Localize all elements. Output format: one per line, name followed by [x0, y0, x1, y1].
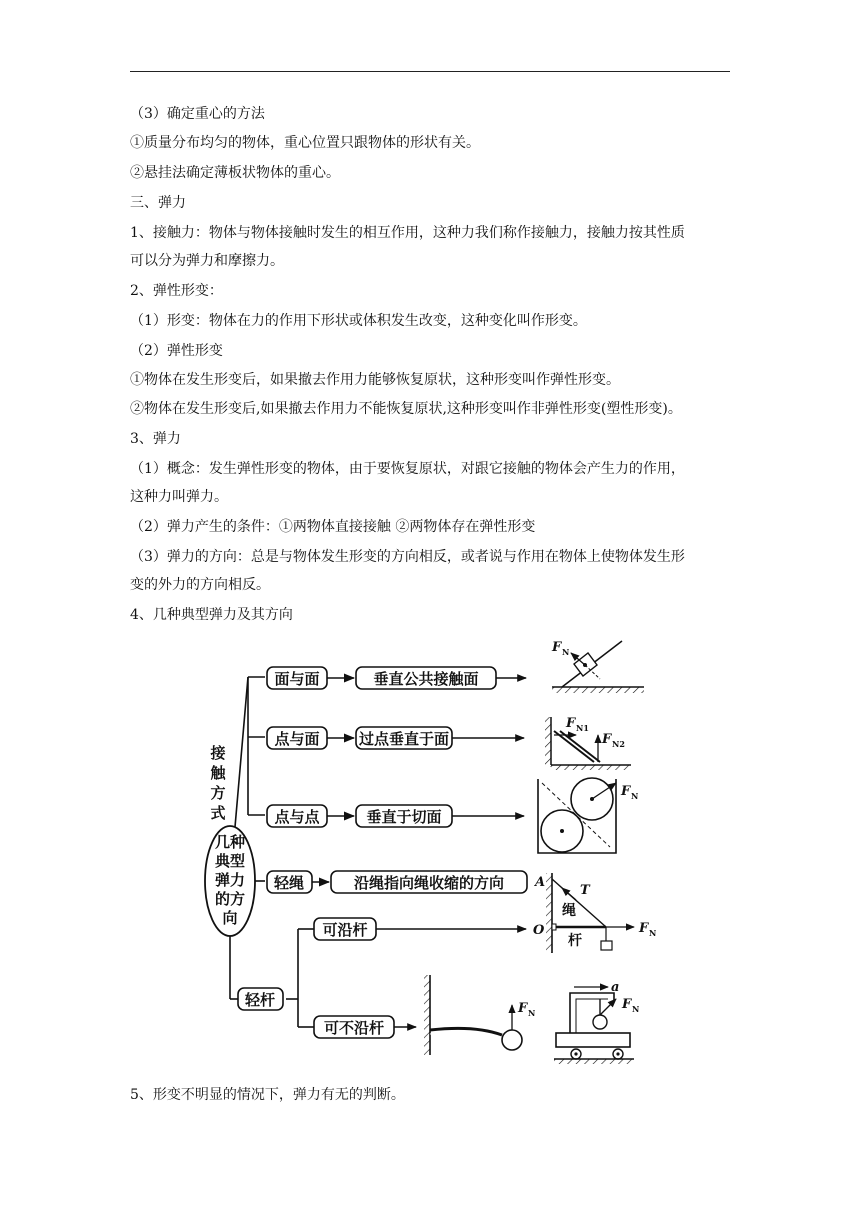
svg-text:弹力: 弹力	[214, 871, 246, 889]
illustration-rod-in-corner	[545, 716, 631, 770]
illustration-rope-rod-wall	[533, 873, 656, 953]
type-label: 点与面	[274, 730, 320, 748]
text-line: （2）弹性形变	[130, 343, 223, 359]
rule-label: 沿绳指向绳收缩的方向	[353, 874, 505, 892]
svg-text:N: N	[528, 1008, 536, 1018]
svg-text:O: O	[533, 923, 545, 938]
illustration-accelerating-cart	[554, 980, 639, 1064]
contact-label	[209, 744, 226, 822]
svg-text:N: N	[649, 928, 657, 938]
text-line: （2）弹力产生的条件：①两物体直接接触 ②两物体存在弹性形变	[130, 519, 536, 535]
rod-option-label: 可不沿杆	[323, 1019, 385, 1037]
text-line: （1）概念：发生弹性形变的物体，由于要恢复原状，对跟它接触的物体会产生力的作用，	[130, 461, 685, 477]
type-label: 面与面	[274, 670, 320, 688]
type-label: 点与点	[274, 808, 320, 826]
svg-text:接: 接	[210, 744, 226, 762]
text-line: 变的外力的方向相反。	[130, 577, 270, 593]
rod-option-label: 可沿杆	[322, 921, 368, 939]
rule-label: 过点垂直于面	[358, 730, 450, 748]
header-rule	[130, 71, 730, 72]
text-line: （1）形变：物体在力的作用下形状或体积发生改变，这种变化叫作形变。	[130, 313, 587, 329]
svg-text:F: F	[621, 784, 631, 799]
text-line: （3）确定重心的方法	[130, 106, 265, 122]
text-line: 这种力叫弹力。	[130, 489, 228, 505]
text-line: ①物体在发生形变后，如果撤去作用力能够恢复原状，这种形变叫作弹性形变。	[130, 372, 620, 388]
svg-text:F: F	[566, 716, 576, 731]
svg-text:N2: N2	[612, 739, 625, 749]
svg-text:绳: 绳	[562, 903, 576, 919]
rule-label: 垂直公共接触面	[373, 670, 479, 688]
svg-text:F: F	[622, 997, 632, 1012]
text-line: ②物体在发生形变后,如果撤去作用力不能恢复原状,这种形变叫作非弹性形变(塑性形变)。	[130, 401, 682, 417]
text-line: 2、弹性形变：	[130, 283, 223, 299]
svg-text:N1: N1	[576, 723, 589, 733]
type-label: 轻绳	[273, 874, 305, 892]
svg-text:F: F	[518, 1001, 528, 1016]
text-line: 可以分为弹力和摩擦力。	[130, 253, 284, 269]
svg-text:式: 式	[210, 804, 226, 822]
illustration-bent-rod	[424, 975, 535, 1055]
svg-text:N: N	[632, 1004, 640, 1014]
rule-label: 垂直于切面	[366, 808, 442, 826]
illustration-block-on-incline	[551, 640, 644, 693]
svg-text:方: 方	[210, 784, 226, 802]
svg-text:典型: 典型	[214, 852, 246, 870]
text-line: 5、形变不明显的情况下，弹力有无的判断。	[130, 1087, 405, 1103]
svg-text:触: 触	[210, 764, 226, 782]
svg-text:T: T	[580, 883, 590, 898]
svg-text:的方: 的方	[214, 890, 246, 908]
elastic-force-diagram	[190, 635, 670, 1075]
text-line: 1、接触力：物体与物体接触时发生的相互作用，这种力我们称作接触力，接触力按其性质	[130, 225, 685, 241]
text-line: 4、几种典型弹力及其方向	[130, 607, 293, 623]
text-line: 3、弹力	[130, 431, 181, 447]
section-heading: 三、弹力	[130, 195, 186, 211]
illustration-two-balls	[538, 778, 638, 853]
svg-text:A: A	[535, 875, 546, 890]
type-label: 轻杆	[244, 991, 276, 1009]
svg-text:N: N	[631, 791, 639, 801]
svg-text:F: F	[602, 732, 612, 747]
svg-text:a: a	[611, 980, 620, 995]
svg-text:F: F	[639, 921, 649, 936]
svg-text:向: 向	[222, 909, 238, 927]
svg-text:N: N	[562, 647, 570, 657]
text-line: （3）弹力的方向：总是与物体发生形变的方向相反，或者说与作用在物体上使物体发生形	[130, 549, 685, 565]
svg-text:几种: 几种	[214, 833, 246, 851]
text-line: ①质量分布均匀的物体，重心位置只跟物体的形状有关。	[130, 135, 480, 151]
force-label: F	[552, 640, 562, 655]
svg-text:杆: 杆	[568, 933, 582, 949]
text-line: ②悬挂法确定薄板状物体的重心。	[130, 165, 340, 181]
